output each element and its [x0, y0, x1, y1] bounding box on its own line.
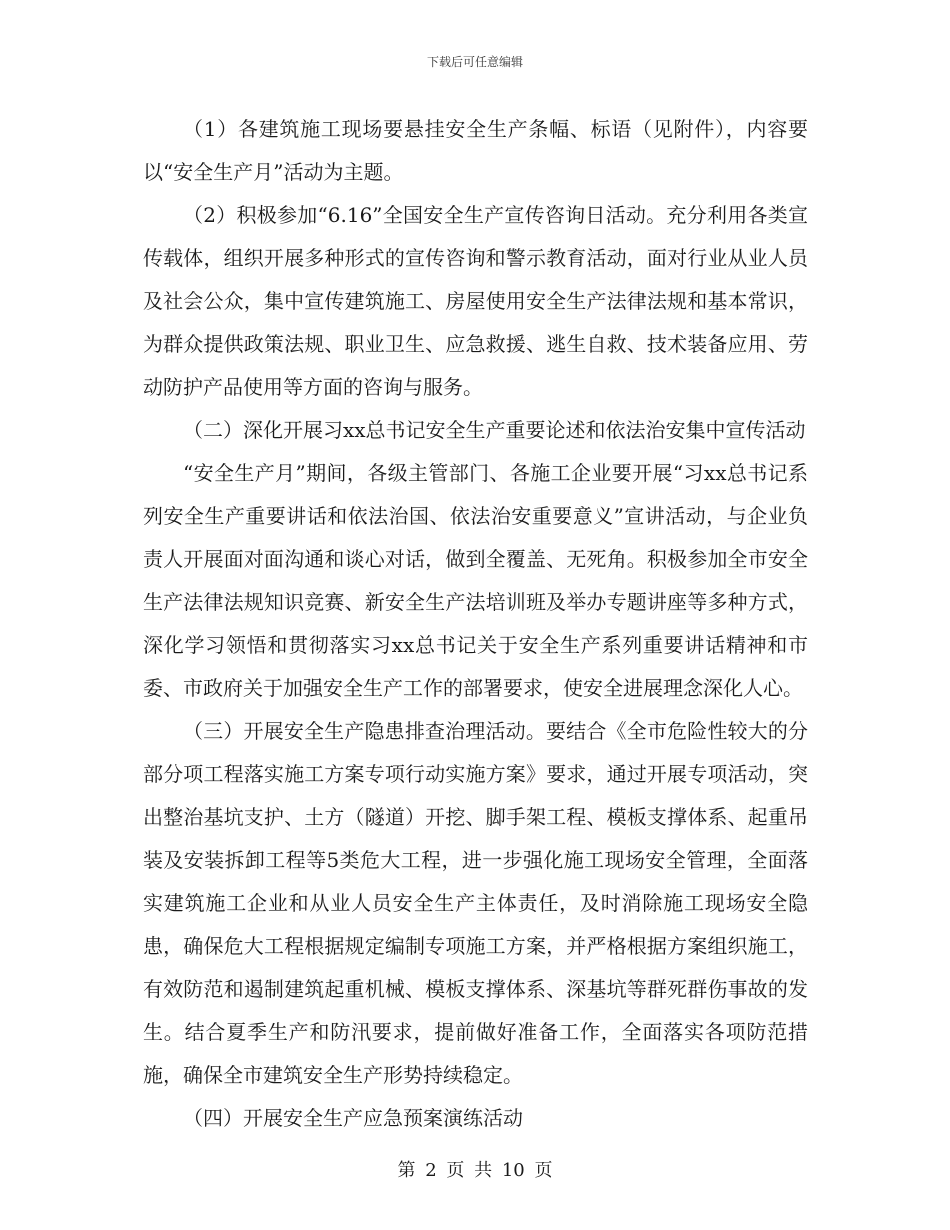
section-heading-3: （三）开展安全生产隐患排查治理活动。要结合《全市危险性较大的分部分项工程落实施工方案专项行动实施方案》要求，通过开展专项活动，突出整治基坑支护、土方（隧道）开挖、脚手架工程、模板支撑体系、起重吊装及安装拆卸工程等5类危大工程，进一步强化施工现场安全管理，全面落实建筑施工企业和从业人员安全生产主体责任，及时消除施工现场安全隐患，确保危大工程根据规定编制专项施工方案，并严格根据方案组织施工，有效防范和遏制建筑起重机械、模板支撑体系、深基坑等群死群伤事故的发生。结合夏季生产和防汛要求，提前做好准备工作，全面落实各项防范措施，确保全市建筑安全生产形势持续稳定。	[143, 719, 808, 1087]
header-note: 下载后可任意编辑	[426, 55, 523, 69]
section-heading-4: （四）开展安全生产应急预案演练活动	[183, 1106, 523, 1130]
paragraph-2: （2）积极参加“6.16”全国安全生产宣传咨询日活动。充分利用各类宣传载体，组织开展多种形式的宣传咨询和警示教育活动，面对行业从业人员及社会公众，集中宣传建筑施工、房屋使用安全生产法律法规和基本常识，为群众提供政策法规、职业卫生、应急救援、逃生自救、技术装备应用、劳动防护产品使用等方面的咨询与服务。	[143, 203, 808, 399]
paragraph-3: “安全生产月”期间，各级主管部门、各施工企业要开展“习xx总书记系列安全生产重要讲话和依法治国、依法治安重要意义”宣讲活动，与企业负责人开展面对面沟通和谈心对话，做到全覆盖、无死角。积极参加全市安全生产法律法规知识竞赛、新安全生产法培训班及举办专题讲座等多种方式，深化学习领悟和贯彻落实习xx总书记关于安全生产系列重要讲话精神和市委、市政府关于加强安全生产工作的部署要求，使安全进展理念深化人心。	[143, 461, 808, 700]
section-heading-2: （二）深化开展习xx总书记安全生产重要论述和依法治安集中宣传活动	[183, 418, 806, 442]
paragraph-1: （1）各建筑施工现场要悬挂安全生产条幅、标语（见附件），内容要以“安全生产月”活动为主题。	[143, 117, 808, 184]
document-body	[143, 108, 808, 1140]
page-number-footer: 第 2 页 共 10 页	[397, 1160, 553, 1181]
